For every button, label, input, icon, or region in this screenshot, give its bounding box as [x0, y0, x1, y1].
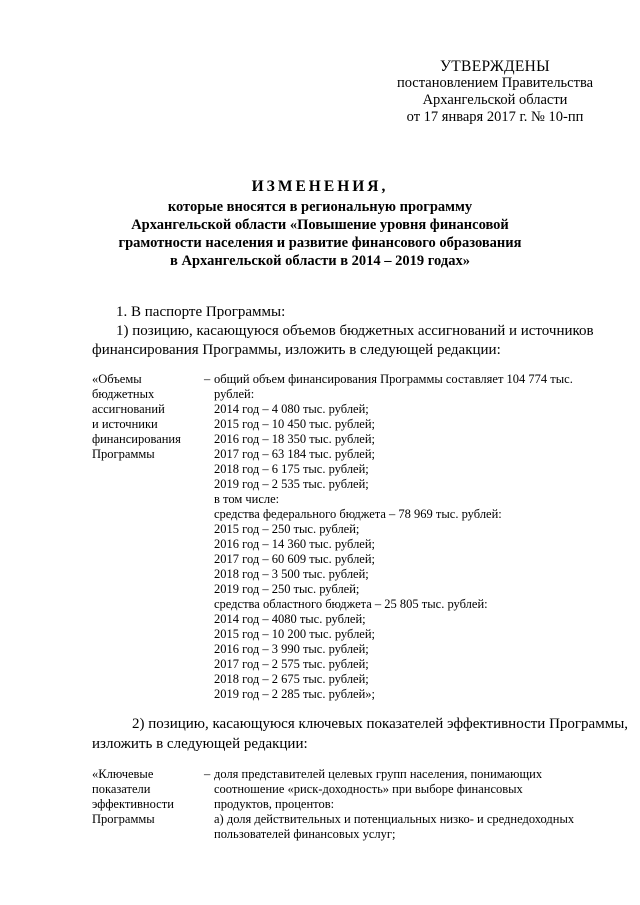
indicators-table: [92, 767, 632, 847]
value-line: 2019 год – 2 535 тыс. рублей;: [214, 477, 369, 491]
value-line: рублей:: [214, 387, 255, 401]
indicators-label: [92, 767, 197, 827]
funding-table: [92, 372, 632, 702]
heading-line: грамотности населения и развитие финансового образования: [118, 235, 522, 251]
item-2-line-2: изложить в следующей редакции:: [92, 736, 308, 752]
label-line: «Ключевые: [92, 767, 154, 781]
approval-line: постановлением Правительства: [396, 75, 594, 91]
item-1-line-2: финансирования Программы, изложить в следующей редакции:: [92, 342, 501, 358]
approval-line: Архангельской области: [422, 92, 568, 108]
value-line: 2014 год – 4080 тыс. рублей;: [214, 612, 366, 626]
value-line: средства областного бюджета – 25 805 тыс. рублей:: [214, 597, 488, 611]
value-line: 2018 год – 3 500 тыс. рублей;: [214, 567, 369, 581]
value-line: 2019 год – 2 285 тыс. рублей»;: [214, 687, 376, 701]
heading-title: ИЗМЕНЕНИЯ,: [251, 178, 389, 195]
document-heading: [70, 176, 570, 270]
dash-separator: –: [204, 372, 211, 386]
value-line: общий объем финансирования Программы составляет 104 774 тыс.: [214, 372, 573, 386]
indicators-values: [214, 767, 609, 842]
value-line: продуктов, процентов:: [214, 797, 335, 811]
value-line: 2016 год – 3 990 тыс. рублей;: [214, 642, 369, 656]
value-line: а) доля действительных и потенциальных низко- и среднедоходных: [214, 812, 575, 826]
dash-separator: –: [204, 767, 211, 781]
value-line: 2017 год – 2 575 тыс. рублей;: [214, 657, 369, 671]
value-line: 2018 год – 2 675 тыс. рублей;: [214, 672, 369, 686]
section-1-heading: 1. В паспорте Программы:: [116, 304, 286, 320]
value-line: пользователей финансовых услуг;: [214, 827, 396, 841]
approval-stamp: [360, 58, 630, 126]
label-line: Программы: [92, 447, 155, 461]
funding-values: [214, 372, 609, 702]
value-line: 2014 год – 4 080 тыс. рублей;: [214, 402, 369, 416]
label-line: бюджетных: [92, 387, 155, 401]
value-line: в том числе:: [214, 492, 280, 506]
label-line: показатели: [92, 782, 151, 796]
value-line: 2019 год – 250 тыс. рублей;: [214, 582, 360, 596]
value-line: доля представителей целевых групп населения, понимающих: [214, 767, 543, 781]
heading-line: Архангельской области «Повышение уровня финансовой: [131, 217, 509, 233]
value-line: 2015 год – 10 450 тыс. рублей;: [214, 417, 376, 431]
label-line: эффективности: [92, 797, 174, 811]
label-line: и источники: [92, 417, 158, 431]
value-line: 2015 год – 10 200 тыс. рублей;: [214, 627, 376, 641]
heading-line: в Архангельской области в 2014 – 2019 годах»: [170, 253, 470, 269]
approval-title: УТВЕРЖДЕНЫ: [440, 58, 550, 75]
value-line: 2017 год – 60 609 тыс. рублей;: [214, 552, 376, 566]
value-line: 2016 год – 18 350 тыс. рублей;: [214, 432, 376, 446]
label-line: финансирования: [92, 432, 181, 446]
value-line: средства федерального бюджета – 78 969 тыс. рублей:: [214, 507, 502, 521]
funding-label: [92, 372, 197, 462]
heading-line: которые вносятся в региональную программу: [167, 199, 473, 215]
item-2-line-1: 2) позицию, касающуюся ключевых показателей эффективности Программы,: [132, 716, 629, 732]
value-line: 2017 год – 63 184 тыс. рублей;: [214, 447, 376, 461]
value-line: 2015 год – 250 тыс. рублей;: [214, 522, 360, 536]
approval-line: от 17 января 2017 г. № 10-пп: [406, 109, 584, 125]
value-line: соотношение «риск-доходность» при выборе финансовых: [214, 782, 523, 796]
value-line: 2016 год – 14 360 тыс. рублей;: [214, 537, 376, 551]
item-1-line-1: 1) позицию, касающуюся объемов бюджетных ассигнований и источников: [116, 323, 594, 339]
value-line: 2018 год – 6 175 тыс. рублей;: [214, 462, 369, 476]
label-line: Программы: [92, 812, 155, 826]
label-line: ассигнований: [92, 402, 165, 416]
label-line: «Объемы: [92, 372, 142, 386]
